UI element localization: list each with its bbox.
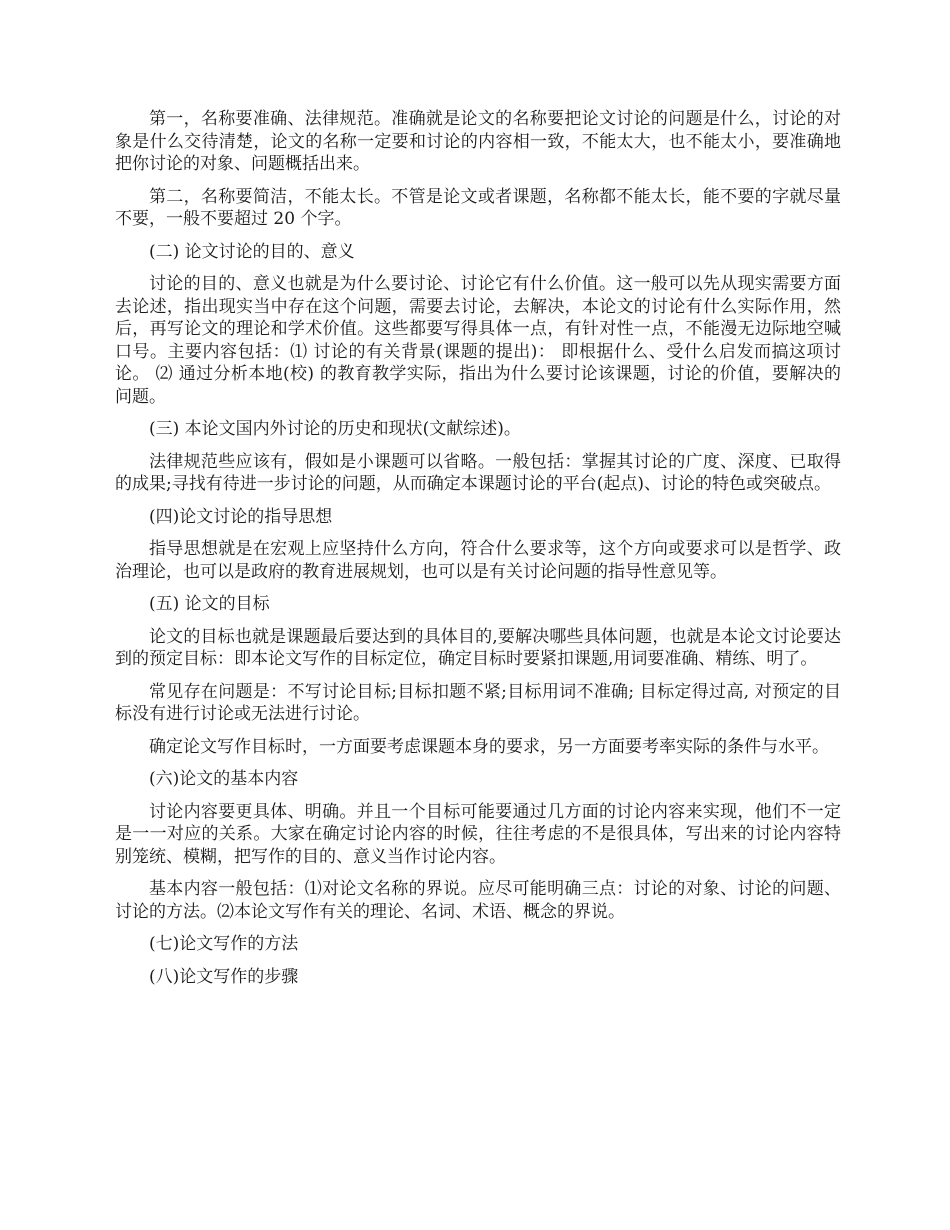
section-heading-guiding-thought: (四)论文讨论的指导思想 <box>149 506 333 527</box>
paragraph-setting-objectives: 确定论文写作目标时，一方面要考虑课题本身的要求，另一方面要考率实际的条件与水平。 <box>149 736 829 757</box>
section-heading-objectives: (五) 论文的目标 <box>149 594 270 614</box>
paragraph-common-problems: 常见存在问题是：不写讨论目标;目标扣题不紧;目标用词不准确; 目标定得过高, 对预定的目标没有进行讨论或无法进行讨论。 <box>115 681 841 724</box>
document-page <box>115 108 841 998</box>
paragraph-name-brevity: 第二，名称要简洁，不能太长。不管是论文或者课题，名称都不能太长，能不要的字就尽量不要，一般不要超过 20 个字。 <box>115 186 841 229</box>
paragraph-objectives: 论文的目标也就是课题最后要达到的具体目的,要解决哪些具体问题，也就是本论文讨论要达到的预定目标：即本论文写作的目标定位，确定目标时要紧扣课题,用词要准确、精练、明了。 <box>115 626 841 669</box>
section-heading-steps: (八)论文写作的步骤 <box>149 966 299 987</box>
paragraph-guiding-thought: 指导思想就是在宏观上应坚持什么方向，符合什么要求等，这个方向或要求可以是哲学、政治理论，也可以是政府的教育进展规划，也可以是有关讨论问题的指导性意见等。 <box>115 539 841 582</box>
section-heading-basic-content: (六)论文的基本内容 <box>149 769 299 789</box>
section-heading-literature-review: (三) 本论文国内外讨论的历史和现状(文献综述)。 <box>149 419 521 439</box>
paragraph-name-accuracy: 第一，名称要准确、法律规范。准确就是论文的名称要把论文讨论的问题是什么，讨论的对象是什么交待清楚，论文的名称一定要和讨论的内容相一致，不能太大，也不能太小，要准确地把你讨论的对象、问题概括出来。 <box>115 109 841 174</box>
paragraph-purpose: 讨论的目的、意义也就是为什么要讨论、讨论它有什么价值。这一般可以先从现实需要方面去论述，指出现实当中存在这个问题，需要去讨论，去解决，本论文的讨论有什么实际作用，然后，再写论文的理论和学术价值。这些都要写得具体一点，有针对性一点，不能漫无边际地空喊口号。主要内容包括：⑴ 讨论的有关背景(课题的提出)： 即根据什么、受什么启发而搞这项讨论。 ⑵ 通过分析本地(校) 的教育教学实际，指出为什么要讨论该课题，讨论的价值，要解决的问题。 <box>115 274 841 407</box>
section-heading-methods: (七)论文写作的方法 <box>149 934 299 954</box>
paragraph-research-content: 讨论内容要更具体、明确。并且一个目标可能要通过几方面的讨论内容来实现，他们不一定是一一对应的关系。大家在确定讨论内容的时候，往往考虑的不是很具体，写出来的讨论内容特别笼统、模糊，把写作的目的、意义当作讨论内容。 <box>115 801 841 867</box>
paragraph-basic-content: 基本内容一般包括：⑴对论文名称的界说。应尽可能明确三点：讨论的对象、讨论的问题、讨论的方法。⑵本论文写作有关的理论、名词、术语、概念的界说。 <box>115 879 841 922</box>
section-heading-purpose: (二) 论文讨论的目的、意义 <box>149 241 355 262</box>
paragraph-literature-review: 法律规范些应该有，假如是小课题可以省略。一般包括：掌握其讨论的广度、深度、已取得的成果;寻找有待进一步讨论的问题，从而确定本课题讨论的平台(起点)、讨论的特色或突破点。 <box>115 451 841 494</box>
